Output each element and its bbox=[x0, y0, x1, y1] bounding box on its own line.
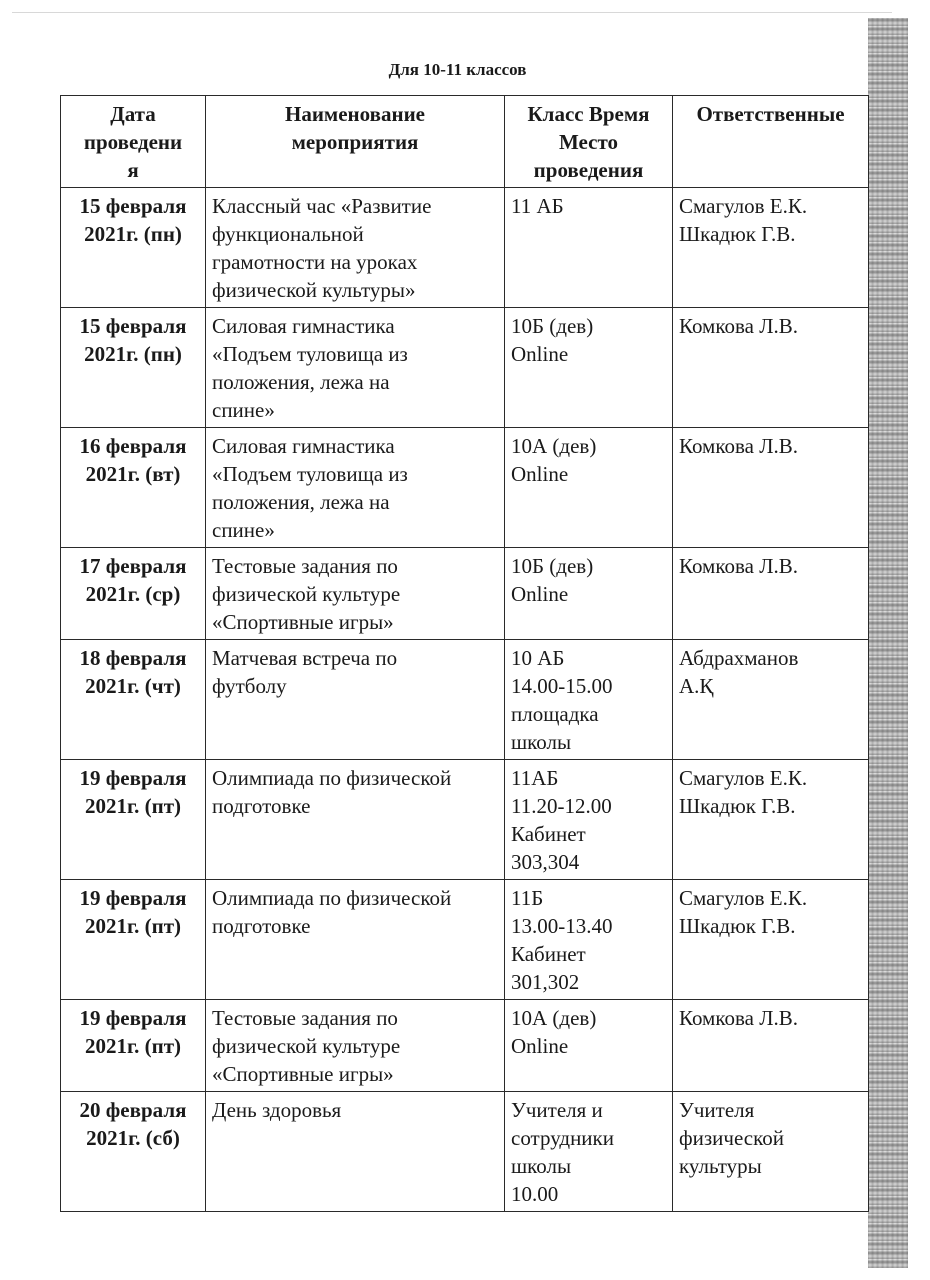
table-row bbox=[61, 1000, 869, 1092]
scan-border-noise bbox=[868, 18, 908, 1268]
cell-responsible: Комкова Л.В. bbox=[673, 308, 869, 428]
cell-responsible: Смагулов Е.К. Шкадюк Г.В. bbox=[673, 880, 869, 1000]
cell-event: Олимпиада по физической подготовке bbox=[206, 760, 505, 880]
cell-date: 19 февраля 2021г. (пт) bbox=[61, 880, 206, 1000]
cell-responsible: Комкова Л.В. bbox=[673, 548, 869, 640]
document-title: Для 10-11 классов bbox=[388, 60, 527, 79]
cell-date: 19 февраля 2021г. (пт) bbox=[61, 1000, 206, 1092]
cell-place: 10Б (дев) Online bbox=[505, 308, 673, 428]
table-row bbox=[61, 188, 869, 308]
cell-event: Силовая гимнастика «Подъем туловища из положения, лежа на спине» bbox=[206, 428, 505, 548]
cell-event: Тестовые задания по физической культуре «Спортивные игры» bbox=[206, 548, 505, 640]
table-row bbox=[61, 880, 869, 1000]
cell-responsible: Комкова Л.В. bbox=[673, 428, 869, 548]
cell-date: 15 февраля 2021г. (пн) bbox=[61, 308, 206, 428]
table-row bbox=[61, 760, 869, 880]
cell-event: День здоровья bbox=[206, 1092, 505, 1212]
table-row bbox=[61, 308, 869, 428]
cell-place: 11Б 13.00-13.40 Кабинет 301,302 bbox=[505, 880, 673, 1000]
table-row bbox=[61, 548, 869, 640]
cell-date: 20 февраля 2021г. (сб) bbox=[61, 1092, 206, 1212]
cell-place: 11 АБ bbox=[505, 188, 673, 308]
cell-event: Тестовые задания по физической культуре «Спортивные игры» bbox=[206, 1000, 505, 1092]
header-responsible: Ответственные bbox=[673, 96, 869, 188]
cell-event: Матчевая встреча по футболу bbox=[206, 640, 505, 760]
cell-date: 19 февраля 2021г. (пт) bbox=[61, 760, 206, 880]
cell-date: 18 февраля 2021г. (чт) bbox=[61, 640, 206, 760]
cell-place: 11АБ 11.20-12.00 Кабинет 303,304 bbox=[505, 760, 673, 880]
header-date: Дата проведени я bbox=[61, 96, 206, 188]
table-header-row bbox=[61, 96, 869, 188]
scan-top-edge bbox=[12, 12, 892, 13]
cell-responsible: Абдрахманов А.Қ bbox=[673, 640, 869, 760]
cell-event: Классный час «Развитие функциональной грамотности на уроках физической культуры» bbox=[206, 188, 505, 308]
cell-responsible: Смагулов Е.К. Шкадюк Г.В. bbox=[673, 760, 869, 880]
header-event: Наименование мероприятия bbox=[206, 96, 505, 188]
cell-place: 10 АБ 14.00-15.00 площадка школы bbox=[505, 640, 673, 760]
cell-place: 10Б (дев) Online bbox=[505, 548, 673, 640]
cell-date: 17 февраля 2021г. (ср) bbox=[61, 548, 206, 640]
cell-event: Силовая гимнастика «Подъем туловища из положения, лежа на спине» bbox=[206, 308, 505, 428]
cell-responsible: Учителя физической культуры bbox=[673, 1092, 869, 1212]
cell-place: Учителя и сотрудники школы 10.00 bbox=[505, 1092, 673, 1212]
cell-responsible: Комкова Л.В. bbox=[673, 1000, 869, 1092]
cell-event: Олимпиада по физической подготовке bbox=[206, 880, 505, 1000]
table-row bbox=[61, 1092, 869, 1212]
cell-responsible: Смагулов Е.К. Шкадюк Г.В. bbox=[673, 188, 869, 308]
header-place: Класс Время Место проведения bbox=[505, 96, 673, 188]
cell-place: 10А (дев) Online bbox=[505, 1000, 673, 1092]
table-row bbox=[61, 640, 869, 760]
cell-place: 10А (дев) Online bbox=[505, 428, 673, 548]
cell-date: 15 февраля 2021г. (пн) bbox=[61, 188, 206, 308]
schedule-table bbox=[60, 95, 869, 1212]
cell-date: 16 февраля 2021г. (вт) bbox=[61, 428, 206, 548]
table-row bbox=[61, 428, 869, 548]
